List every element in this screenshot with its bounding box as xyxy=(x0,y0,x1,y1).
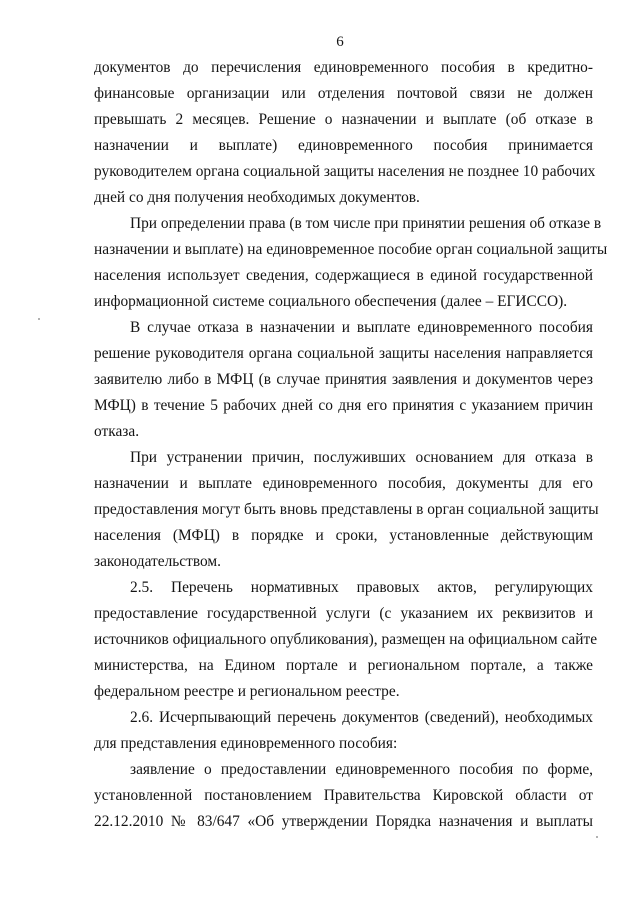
text-line: превышать 2 месяцев. Решение о назначении и выплате (об отказе в xyxy=(94,111,593,128)
text-line: населения использует сведения, содержащиеся в единой государственной xyxy=(94,267,593,284)
text-line: дней со дня получения необходимых документов. xyxy=(94,189,420,206)
text-line: 2.5. Перечень нормативных правовых актов, регулирующих xyxy=(130,579,593,596)
scan-artifact xyxy=(38,318,40,320)
text-line: руководителем органа социальной защиты населения не позднее 10 рабочих xyxy=(94,163,596,180)
text-line: При устранении причин, послуживших основанием для отказа в xyxy=(130,449,593,466)
text-line: информационной системе социального обеспечения (далее – ЕГИССО). xyxy=(94,293,568,310)
text-line: федеральном реестре и региональном реестре. xyxy=(94,683,400,700)
text-line: 2.6. Исчерпывающий перечень документов (сведений), необходимых xyxy=(130,709,593,726)
text-line: документов до перечисления единовременного пособия в кредитно- xyxy=(94,59,593,76)
text-line: заявителю либо в МФЦ (в случае принятия заявления и документов через xyxy=(94,371,593,388)
text-line: заявление о предоставлении единовременного пособия по форме, xyxy=(130,761,593,778)
text-line: При определении права (в том числе при принятии решения об отказе в xyxy=(130,215,602,232)
text-line: решение руководителя органа социальной защиты населения направляется xyxy=(94,345,593,362)
text-line: источников официального опубликования), размещен на официальном сайте xyxy=(94,631,598,648)
text-line: назначении и выплате) единовременного пособия принимается xyxy=(94,137,593,154)
text-line: законодательством. xyxy=(94,553,222,570)
text-line: предоставление государственной услуги (с указанием их реквизитов и xyxy=(94,605,593,622)
text-line: В случае отказа в назначении и выплате единовременного пособия xyxy=(130,319,593,336)
scan-artifact xyxy=(596,836,598,838)
text-line: финансовые организации или отделения почтовой связи не должен xyxy=(94,85,593,102)
text-line: для представления единовременного пособия: xyxy=(94,735,398,752)
text-line: отказа. xyxy=(94,423,140,440)
text-line: МФЦ) в течение 5 рабочих дней со дня его принятия с указанием причин xyxy=(94,397,593,414)
text-line: населения (МФЦ) в порядке и сроки, установленные действующим xyxy=(94,527,593,544)
text-line: предоставления могут быть вновь представлены в орган социальной защиты xyxy=(94,501,599,518)
text-line: назначении и выплате) на единовременное пособие орган социальной защиты xyxy=(94,241,608,258)
text-line: назначении и выплате единовременного пособия, документы для его xyxy=(94,475,593,492)
text-line: министерства, на Едином портале и региональном портале, а также xyxy=(94,657,593,674)
page-number: 6 xyxy=(336,34,344,50)
text-line: установленной постановлением Правительства Кировской области от xyxy=(94,787,593,804)
text-line: 22.12.2010 № 83/647 «Об утверждении Порядка назначения и выплаты xyxy=(94,813,593,830)
